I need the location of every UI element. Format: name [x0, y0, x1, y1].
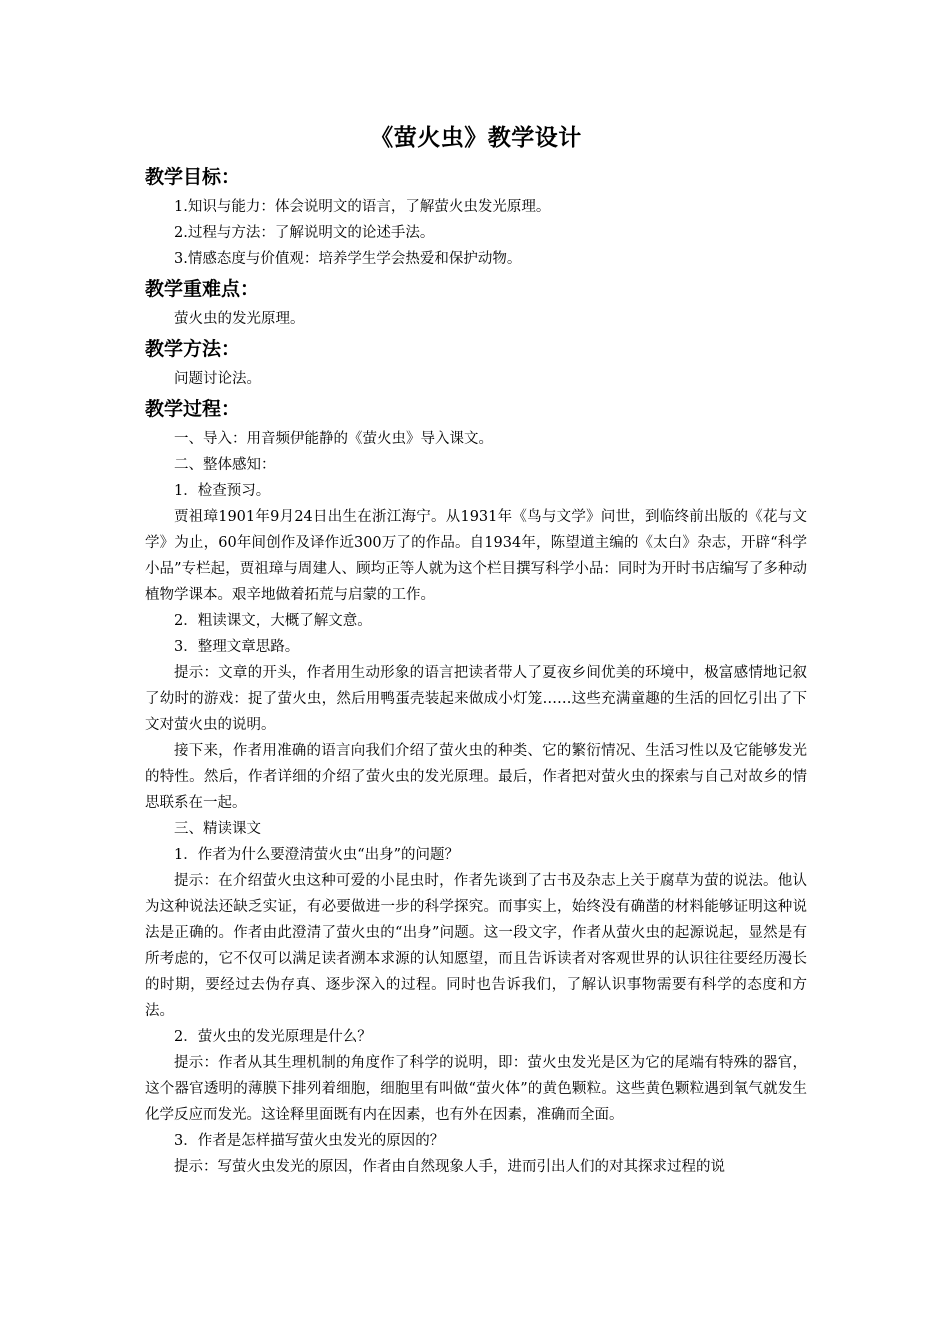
paragraph: 1．检查预习。	[174, 483, 271, 499]
section	[145, 160, 807, 272]
section	[145, 332, 807, 392]
paragraph: 接下来，作者用准确的语言向我们介绍了萤火虫的种类、它的繁衍情况、生活习性以及它能够发光的特性。然后，作者详细的介绍了萤火虫的发光原理。最后，作者把对萤火虫的探索与自己对故乡的情思联系在一起。	[145, 743, 807, 811]
paragraph: 2．萤火虫的发光原理是什么？	[174, 1029, 372, 1045]
paragraph: 提示：写萤火虫发光的原因，作者由自然现象人手，进而引出人们的对其探求过程的说	[174, 1159, 725, 1175]
section	[145, 392, 807, 1180]
paragraph: 萤火虫的发光原理。	[174, 311, 305, 327]
paragraph: 3.情感态度与价值观：培养学生学会热爱和保护动物。	[174, 251, 522, 267]
document-title: 《萤火虫》教学设计	[370, 124, 582, 151]
section-heading: 教学重难点：	[145, 278, 260, 300]
paragraph: 提示：作者从其生理机制的角度作了科学的说明，即：萤火虫发光是区为它的尾端有特殊的器官，这个器官透明的薄膜下排列着细胞，细胞里有叫做“萤火体”的黄色颗粒。这些黄色颗粒遇到氧气就发生化学反应而发光。这诠释里面既有内在因素，也有外在因素，准确而全面。	[145, 1055, 807, 1123]
document-body	[145, 160, 807, 1180]
section-heading: 教学方法：	[145, 338, 241, 360]
section	[145, 272, 807, 332]
document-page	[145, 118, 807, 1180]
paragraph: 提示：在介绍萤火虫这种可爱的小昆虫时，作者先谈到了古书及杂志上关于腐草为萤的说法。他认为这种说法还缺乏实证，有必要做进一步的科学探究。而事实上，始终没有确凿的材料能够证明这种说法是正确的。作者由此澄清了萤火虫的“出身”问题。这一段文字，作者从萤火虫的起源说起，显然是有所考虑的，它不仅可以满足读者溯本求源的认知愿望，而且告诉读者对客观世界的认识往往要经历漫长的时期，要经过去伪存真、逐步深入的过程。同时也告诉我们，了解认识事物需要有科学的态度和方法。	[145, 873, 807, 1019]
section-heading: 教学过程：	[145, 398, 241, 420]
paragraph: 3．整理文章思路。	[174, 639, 300, 655]
paragraph: 三、精读课文	[174, 821, 261, 837]
paragraph: 贾祖璋1901年9月24日出生在浙江海宁。从1931年《鸟与文学》问世，到临终前出版的《花与文学》为止，60年间创作及译作近300万了的作品。自1934年，陈望道主编的《太白》杂志，开辟“科学小品”专栏起，贾祖璋与周建人、顾均正等人就为这个栏目撰写科学小品：同时为开时书店编写了多种动植物学课本。艰辛地做着拓荒与启蒙的工作。	[145, 509, 807, 603]
paragraph: 2.过程与方法：了解说明文的论述手法。	[174, 225, 435, 241]
paragraph: 一、导入：用音频伊能静的《萤火虫》导入课文。	[174, 431, 493, 447]
paragraph: 1．作者为什么要澄清萤火虫“出身”的问题？	[174, 847, 460, 863]
paragraph: 提示：文章的开头，作者用生动形象的语言把读者带人了夏夜乡间优美的环境中，极富感情地记叙了幼时的游戏：捉了萤火虫，然后用鸭蛋壳装起来做成小灯笼……这些充满童趣的生活的回忆引出了下文对萤火虫的说明。	[145, 665, 807, 733]
paragraph: 二、整体感知：	[174, 457, 276, 473]
paragraph: 问题讨论法。	[174, 371, 261, 387]
paragraph: 2．粗读课文，大概了解文意。	[174, 613, 372, 629]
section-heading: 教学目标：	[145, 166, 241, 188]
paragraph: 1.知识与能力：体会说明文的语言，了解萤火虫发光原理。	[174, 199, 551, 215]
paragraph: 3．作者是怎样描写萤火虫发光的原因的？	[174, 1133, 445, 1149]
